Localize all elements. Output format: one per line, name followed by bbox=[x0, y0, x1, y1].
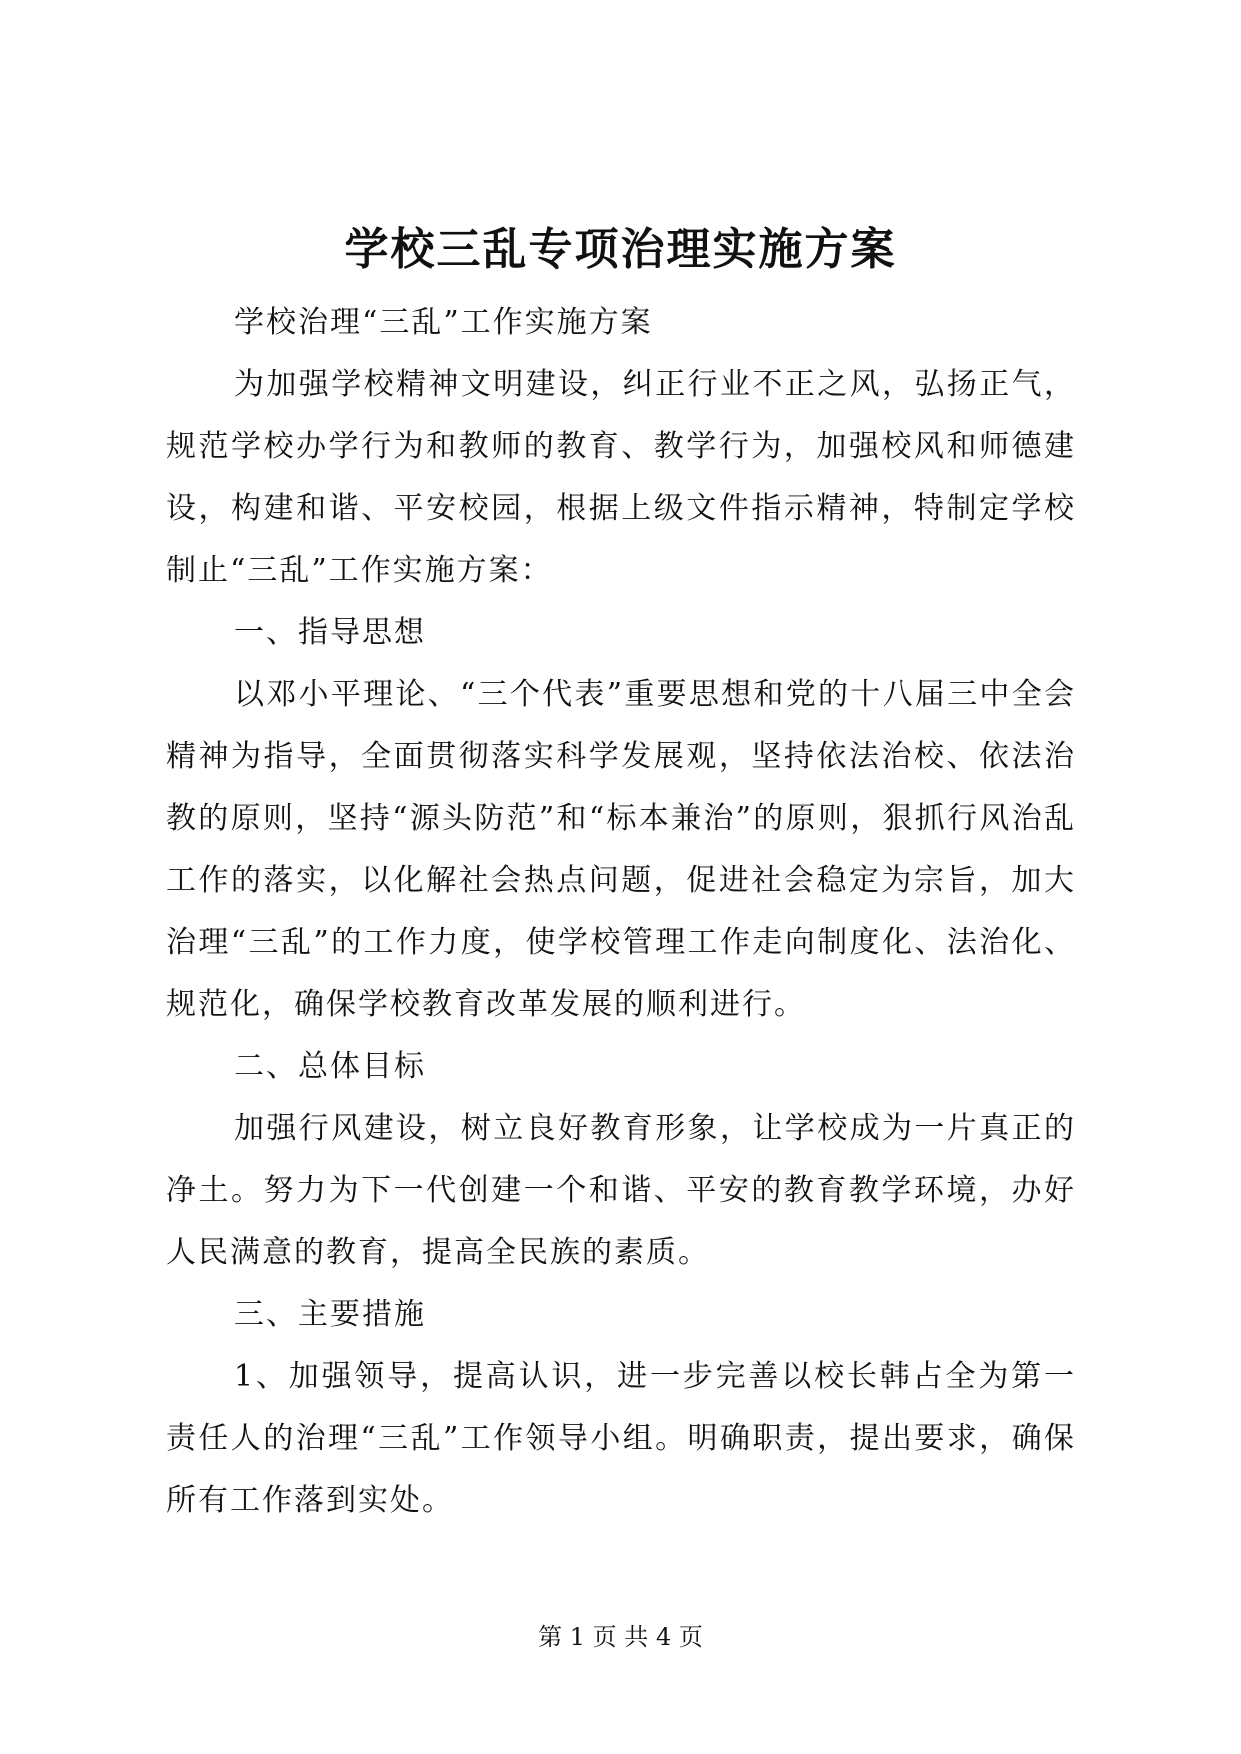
section-heading-main-measures: 三、主要措施 bbox=[234, 1297, 426, 1332]
page-footer: 第 1 页 共 4 页 bbox=[538, 1623, 703, 1651]
section-heading-guiding-ideology: 一、指导思想 bbox=[234, 615, 426, 650]
document-title: 学校三乱专项治理实施方案 bbox=[344, 224, 897, 275]
section-heading-overall-goal: 二、总体目标 bbox=[234, 1049, 426, 1084]
subtitle-paragraph: 学校治理“三乱”工作实施方案 bbox=[234, 305, 653, 340]
main-measures-paragraph: 1、加强领导，提高认识，进一步完善以校长韩占全为第一责任人的治理“三乱”工作领导小组。明确职责，提出要求，确保所有工作落到实处。 bbox=[166, 1359, 1076, 1518]
overall-goal-paragraph: 加强行风建设，树立良好教育形象，让学校成为一片真正的净土。努力为下一代创建一个和谐、平安的教育教学环境，办好人民满意的教育，提高全民族的素质。 bbox=[166, 1111, 1076, 1270]
intro-paragraph: 为加强学校精神文明建设，纠正行业不正之风，弘扬正气，规范学校办学行为和教师的教育、教学行为，加强校风和师德建设，构建和谐、平安校园，根据上级文件指示精神，特制定学校制止“三乱”工作实施方案： bbox=[166, 367, 1076, 588]
guiding-ideology-paragraph: 以邓小平理论、“三个代表”重要思想和党的十八届三中全会精神为指导，全面贯彻落实科学发展观，坚持依法治校、依法治教的原则，坚持“源头防范”和“标本兼治”的原则，狠抓行风治乱工作的落实，以化解社会热点问题，促进社会稳定为宗旨，加大治理“三乱”的工作力度，使学校管理工作走向制度化、法治化、规范化，确保学校教育改革发展的顺利进行。 bbox=[166, 677, 1076, 1022]
document-body bbox=[166, 292, 1076, 1532]
